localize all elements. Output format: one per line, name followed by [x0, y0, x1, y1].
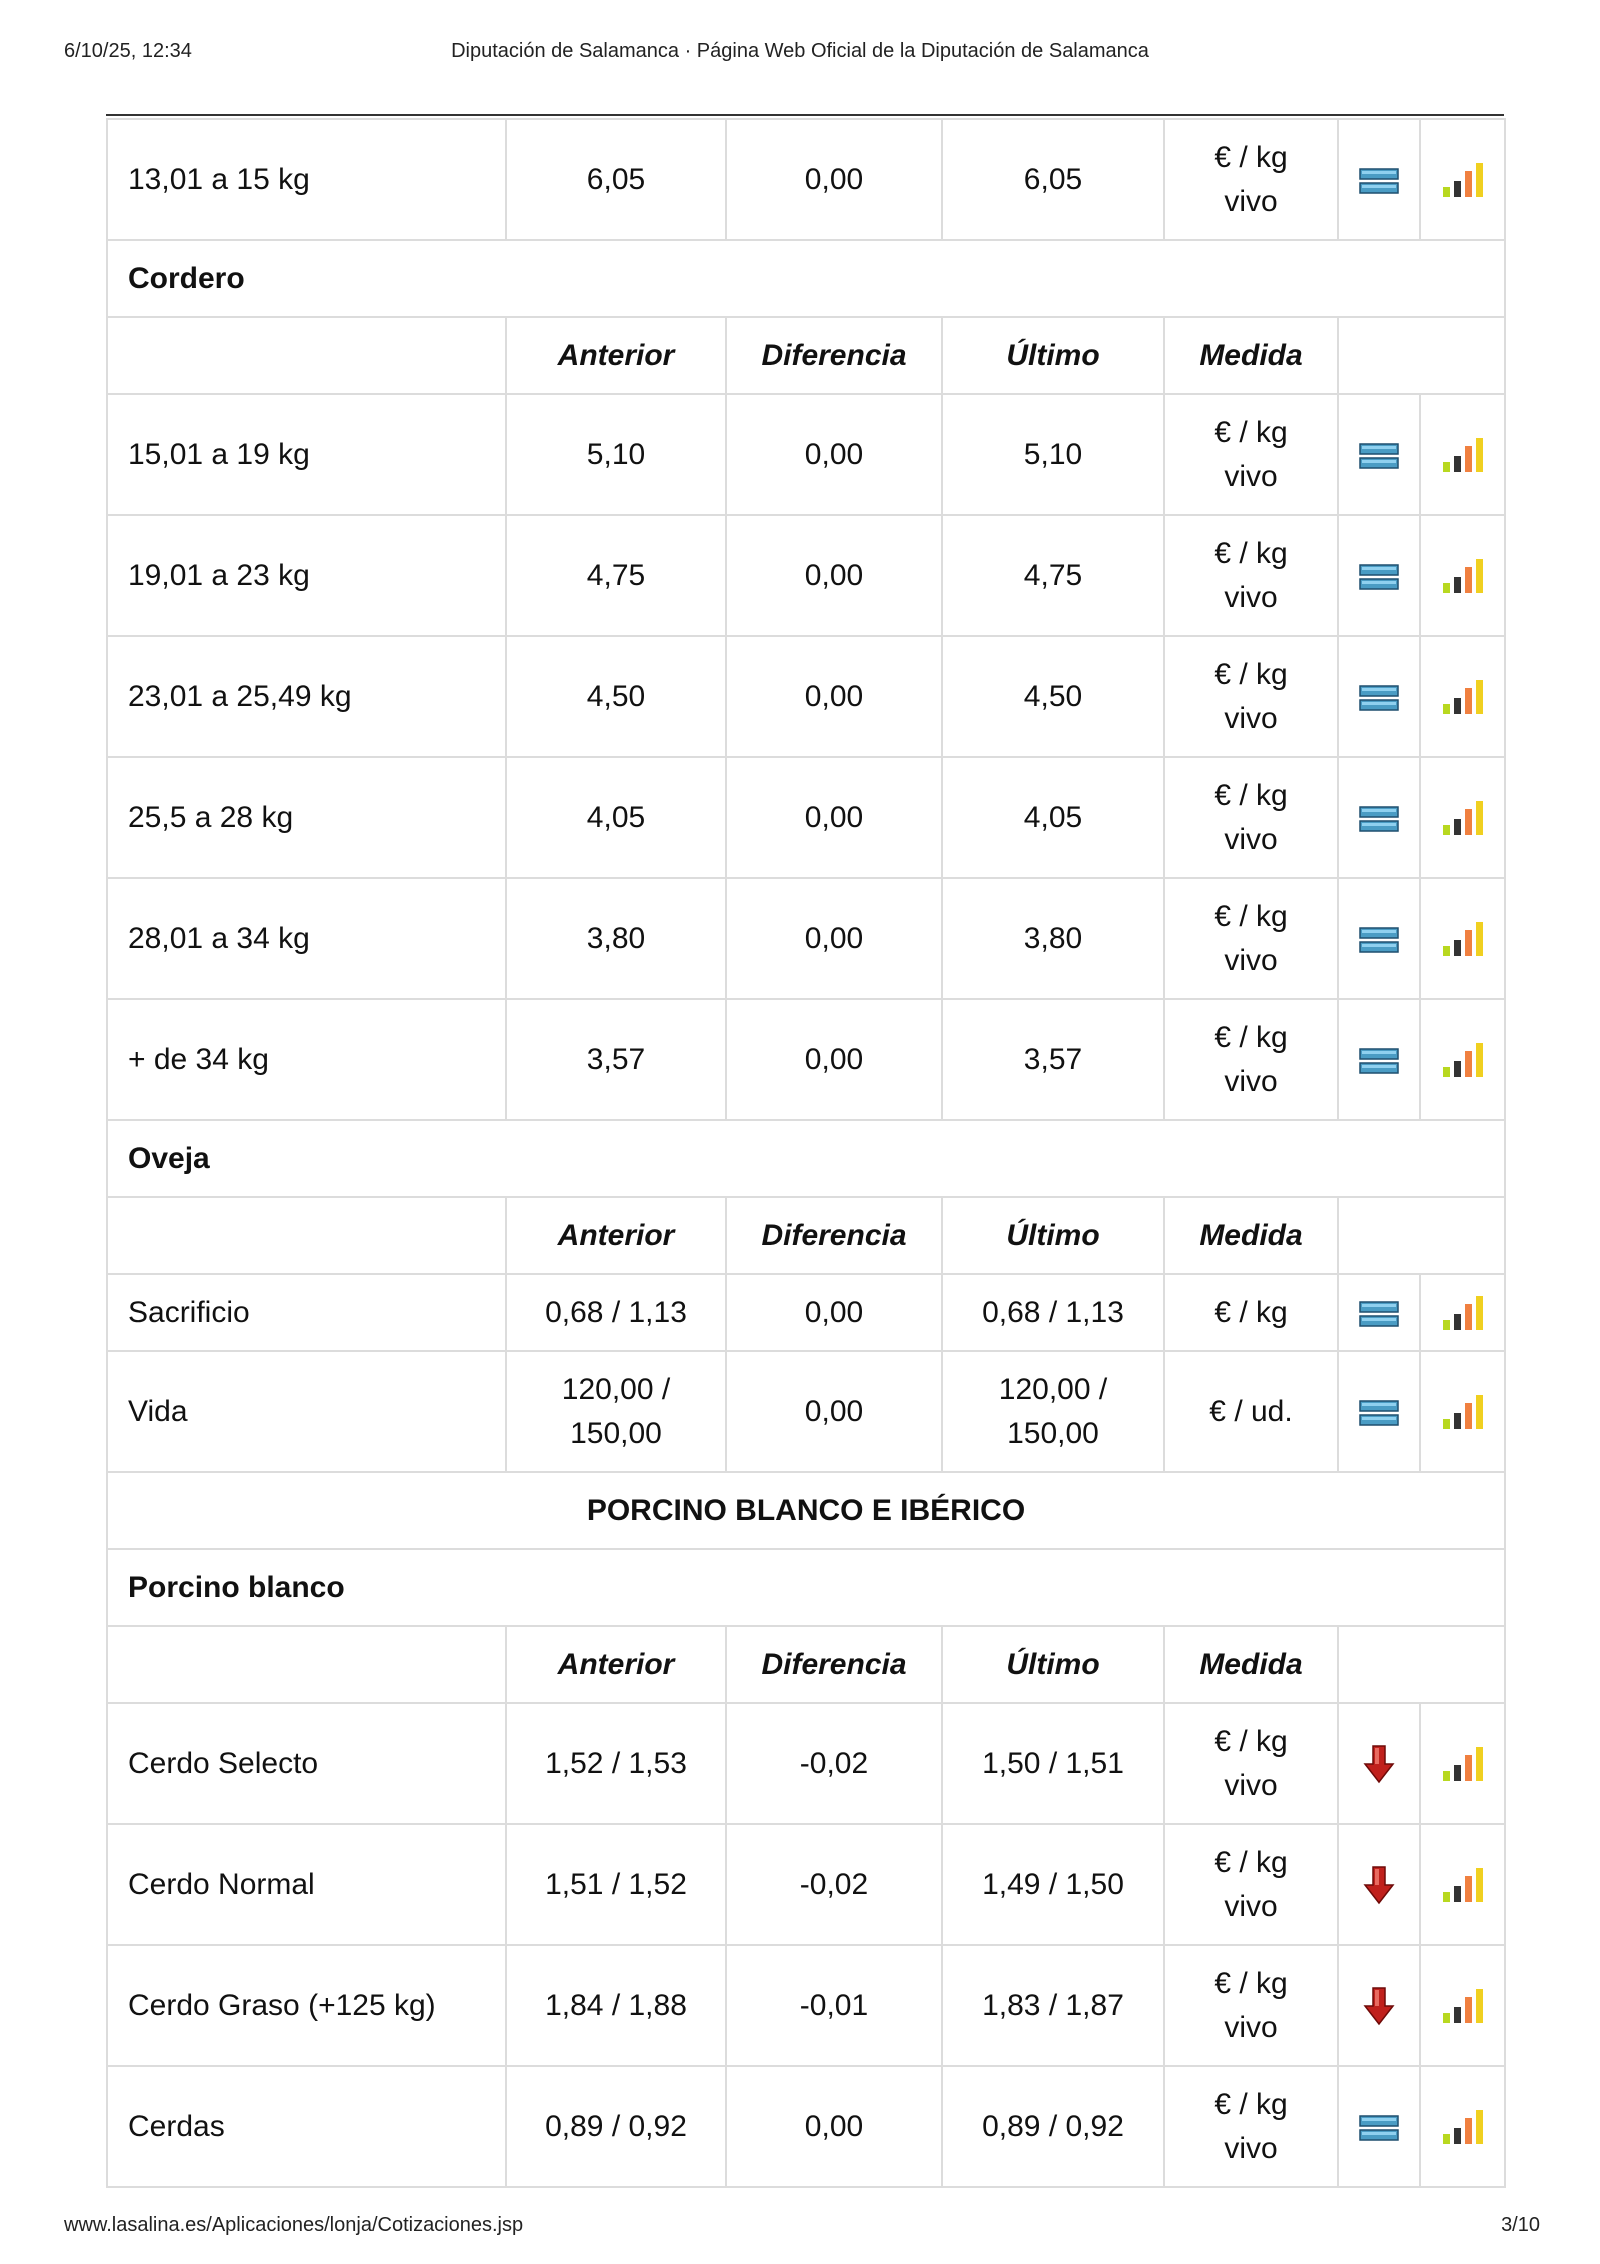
table-row: Cerdas 0,89 / 0,92 0,00 0,89 / 0,92 € / kg vivo [107, 2066, 1505, 2187]
table-row: Vida 120,00 / 150,00 0,00 120,00 / 150,00 € / ud. [107, 1351, 1505, 1472]
equal-icon [1359, 163, 1399, 196]
column-header-row: Anterior Diferencia Último Medida [107, 1197, 1505, 1274]
bar-chart-icon[interactable] [1441, 161, 1485, 194]
print-page-title: Diputación de Salamanca · Página Web Oficial de la Diputación de Salamanca [451, 40, 1149, 62]
equal-icon [1359, 438, 1399, 471]
table-row: 28,01 a 34 kg 3,80 0,00 3,80 € / kg vivo [107, 878, 1505, 999]
arrow-down-icon [1363, 1866, 1395, 1899]
print-url: www.lasalina.es/Aplicaciones/lonja/Cotizaciones.jsp [64, 2214, 524, 2236]
bar-chart-icon[interactable] [1441, 799, 1485, 832]
row-diferencia: 0,00 [726, 119, 942, 240]
table-row: + de 34 kg 3,57 0,00 3,57 € / kg vivo [107, 999, 1505, 1120]
table-row: 25,5 a 28 kg 4,05 0,00 4,05 € / kg vivo [107, 757, 1505, 878]
equal-icon [1359, 801, 1399, 834]
category-title-row [107, 1472, 1505, 1549]
col-ultimo: Último [942, 317, 1164, 394]
category-title: PORCINO BLANCO E IBÉRICO [107, 1472, 1505, 1549]
section-title-row [107, 1549, 1505, 1626]
bar-chart-icon[interactable] [1441, 557, 1485, 590]
column-header-row [107, 317, 1505, 394]
bar-chart-icon[interactable] [1441, 678, 1485, 711]
equal-icon [1359, 1043, 1399, 1076]
table-top-border [106, 114, 1504, 116]
equal-icon [1359, 922, 1399, 955]
table-row: Cerdo Normal 1,51 / 1,52 -0,02 1,49 / 1,50 € / kg vivo [107, 1824, 1505, 1945]
table-row: Cerdo Selecto 1,52 / 1,53 -0,02 1,50 / 1,51 € / kg vivo [107, 1703, 1505, 1824]
row-anterior: 6,05 [506, 119, 726, 240]
section-title-row [107, 240, 1505, 317]
bar-chart-icon[interactable] [1441, 1041, 1485, 1074]
bar-chart-icon[interactable] [1441, 1866, 1485, 1899]
equal-icon [1359, 680, 1399, 713]
arrow-down-icon [1363, 1745, 1395, 1778]
print-page-number: 3/10 [1501, 2214, 1540, 2236]
table-row: 19,01 a 23 kg 4,75 0,00 4,75 € / kg vivo [107, 515, 1505, 636]
bar-chart-icon[interactable] [1441, 1294, 1485, 1327]
bar-chart-icon[interactable] [1441, 1987, 1485, 2020]
bar-chart-icon[interactable] [1441, 436, 1485, 469]
trend-cell [1338, 119, 1420, 240]
table-row: 23,01 a 25,49 kg 4,50 0,00 4,50 € / kg vivo [107, 636, 1505, 757]
section-title: Oveja [107, 1120, 1505, 1197]
row-name: 13,01 a 15 kg [107, 119, 506, 240]
table-row: 15,01 a 19 kg 5,10 0,00 5,10 € / kg vivo [107, 394, 1505, 515]
col-medida: Medida [1164, 317, 1338, 394]
bar-chart-icon[interactable] [1441, 920, 1485, 953]
table-row: Cerdo Graso (+125 kg) 1,84 / 1,88 -0,01 1,83 / 1,87 € / kg vivo [107, 1945, 1505, 2066]
section-title: Porcino blanco [107, 1549, 1505, 1626]
equal-icon [1359, 1395, 1399, 1428]
col-anterior: Anterior [506, 317, 726, 394]
arrow-down-icon [1363, 1987, 1395, 2020]
bar-chart-icon[interactable] [1441, 1745, 1485, 1778]
equal-icon [1359, 1296, 1399, 1329]
equal-icon [1359, 2110, 1399, 2143]
row-medida: € / kg vivo [1164, 119, 1338, 240]
section-title: Cordero [107, 240, 1505, 317]
bar-chart-icon[interactable] [1441, 2108, 1485, 2141]
chart-cell[interactable] [1420, 119, 1505, 240]
section-title-row [107, 1120, 1505, 1197]
bar-chart-icon[interactable] [1441, 1393, 1485, 1426]
table-row: Sacrificio 0,68 / 1,13 0,00 0,68 / 1,13 € / kg [107, 1274, 1505, 1351]
table-row [107, 119, 1505, 240]
col-diferencia: Diferencia [726, 317, 942, 394]
print-datetime: 6/10/25, 12:34 [64, 40, 192, 62]
price-table [106, 118, 1506, 2188]
column-header-row: Anterior Diferencia Último Medida [107, 1626, 1505, 1703]
row-ultimo: 6,05 [942, 119, 1164, 240]
equal-icon [1359, 559, 1399, 592]
